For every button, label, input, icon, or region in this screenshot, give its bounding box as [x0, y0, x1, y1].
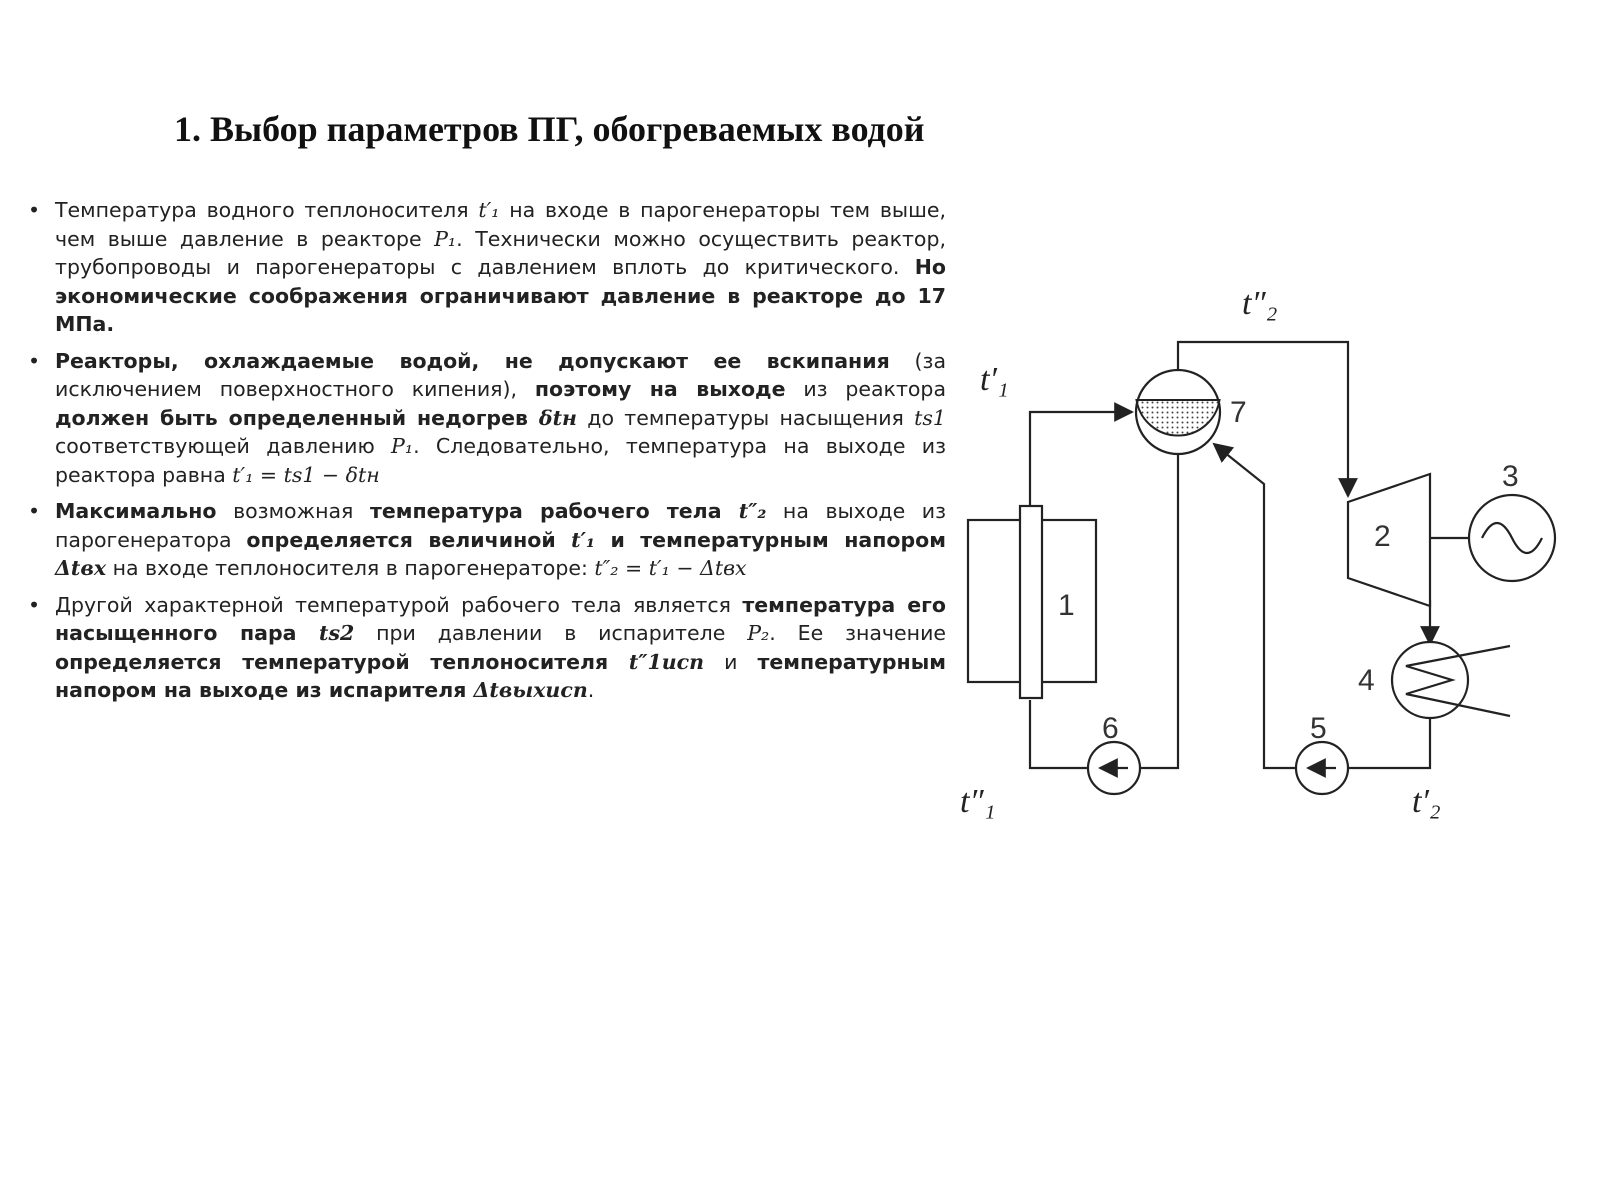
label-sg-number: 7	[1230, 396, 1247, 429]
text: возможная	[216, 499, 370, 523]
slide-title: 1. Выбор параметров ПГ, обогреваемых водой	[174, 109, 925, 149]
text: на входе теплоносителя в парогенераторе:	[106, 556, 595, 580]
label-t2-prime: t′₂	[1412, 783, 1441, 820]
emphasis: температура его насыщенного пара	[55, 592, 946, 645]
emphasis: и температурным напором	[595, 527, 947, 552]
formula-delta-t-in: Δtвх	[55, 556, 107, 580]
label-t1-prime: t′₁	[980, 361, 1009, 398]
text: до температуры насыщения	[576, 405, 915, 430]
formula-outlet-temp: t′₁ = ts1 − δtн	[232, 462, 380, 487]
bullet-subcooling	[28, 347, 946, 490]
text: . Технически можно осуществить реактор, трубопроводы и парогенераторы с давлением вплоть до критического.	[55, 226, 946, 279]
label-pump5-number: 5	[1310, 712, 1327, 745]
text: Другой характерной температурой рабочего тела является	[55, 592, 743, 617]
steam-generator	[1136, 370, 1220, 454]
text: на выходе из парогенератора	[55, 499, 946, 552]
label-turbine-number: 2	[1374, 520, 1391, 553]
text: из реактора	[785, 377, 947, 401]
text: при давлении в испарителе	[354, 621, 748, 645]
pipe-condenser-out	[1348, 718, 1430, 768]
emphasis: температура рабочего тела	[369, 499, 739, 523]
emphasis: Но экономические соображения ограничивают давление в реакторе до 17 МПа.	[55, 255, 946, 336]
bullet-dot: •	[28, 592, 41, 617]
text: . Ее значение	[769, 621, 946, 645]
formula-ts1: ts1	[914, 405, 946, 430]
formula-p1: P₁	[434, 226, 457, 251]
formula-p1: P₁	[391, 434, 414, 458]
text: и	[704, 649, 758, 674]
bullet-pressure	[28, 196, 946, 339]
emphasis: Максимально	[55, 499, 217, 523]
emphasis: температурным напором на выходе из испарителя	[55, 649, 947, 702]
pipe-sg-primary-out	[1140, 438, 1178, 768]
condenser	[1392, 642, 1510, 718]
emphasis: поэтому на выходе	[534, 377, 786, 401]
label-t1-double-prime: t″₁	[960, 783, 996, 820]
text: (за исключением поверхностного кипения),	[55, 348, 947, 401]
bullet-dot: •	[28, 198, 41, 222]
emphasis: определяется температурой теплоносителя	[55, 649, 629, 674]
label-pump6-number: 6	[1102, 712, 1119, 745]
feed-pump	[1296, 742, 1348, 794]
electric-generator	[1469, 495, 1555, 581]
emphasis: определяется величиной	[246, 527, 572, 552]
bullet-dot: •	[28, 499, 41, 523]
emphasis: Реакторы, охлаждаемые водой, не допускают ее вскипания	[55, 348, 890, 373]
schematic-svg	[960, 270, 1600, 870]
emphasis: должен быть определенный недогрев	[55, 405, 539, 430]
label-condenser-number: 4	[1358, 664, 1375, 697]
label-t2-double-prime: t″₂	[1242, 285, 1278, 322]
text: . Следовательно, температура на выходе из реактора равна	[55, 434, 946, 487]
formula-delta-t-out: Δtвыхисп	[473, 678, 588, 702]
formula-p2: P₂	[747, 621, 770, 645]
bullet-max-temp	[28, 497, 946, 583]
text: соответствующей давлению	[55, 434, 392, 458]
text: .	[587, 678, 595, 702]
text: на входе в парогенераторы тем выше, чем выше давление в реакторе	[55, 198, 946, 251]
bullet-saturation	[28, 591, 946, 705]
reactor-core-channel	[1020, 506, 1042, 698]
pipe-reactor-out	[1030, 412, 1132, 508]
formula-t2-equation: t″₂ = t′₁ − Δtвх	[594, 556, 747, 580]
pipe-feed	[1214, 444, 1296, 768]
formula-delta-tn: δtн	[538, 405, 577, 430]
main-circulation-pump	[1088, 742, 1140, 794]
formula-t2-double-prime: t″₂	[738, 499, 767, 523]
pipe-pump6-to-reactor	[1030, 700, 1088, 768]
label-reactor-number: 1	[1058, 589, 1075, 622]
plant-schematic	[960, 270, 1600, 870]
bullet-dot: •	[28, 348, 41, 373]
formula-t1-prime: t′₁	[478, 198, 500, 222]
formula-ts2: ts2	[318, 621, 355, 645]
formula-t1-evap: t″1исп	[628, 649, 705, 674]
bullet-list	[28, 196, 946, 713]
text: Температура водного теплоносителя	[55, 198, 479, 222]
formula-t1-prime: t′₁	[571, 527, 596, 552]
label-generator-number: 3	[1502, 460, 1519, 493]
